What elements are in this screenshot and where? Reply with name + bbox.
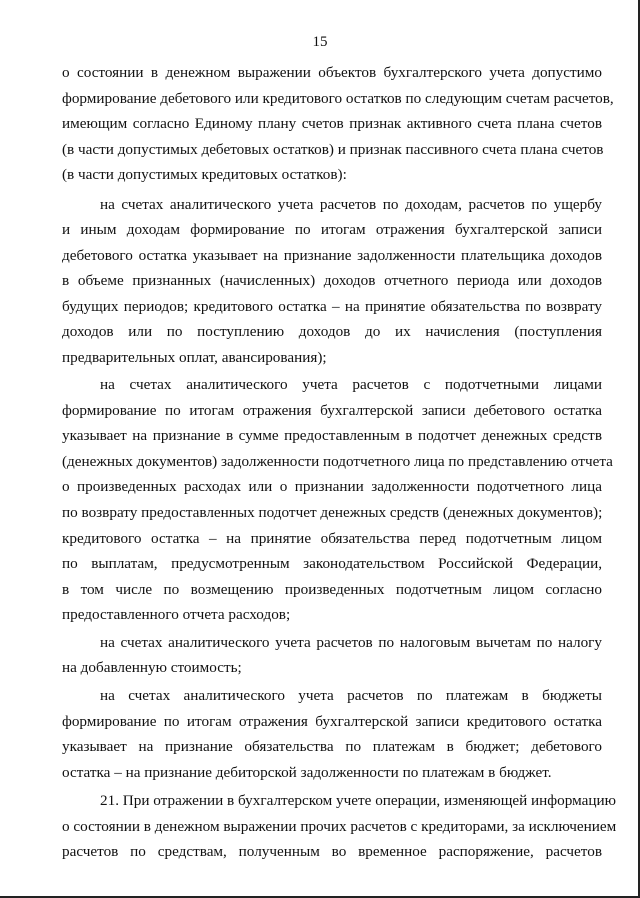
text-line: по возврату предоставленных подотчет денежных средств (денежных документов); <box>62 504 603 521</box>
text-line: о состоянии в денежном выражении прочих расчетов с кредиторами, за исключением <box>62 818 617 835</box>
text-line: формирование по итогам отражения бухгалтерской записи кредитового остатка <box>62 713 602 730</box>
text-line: в том числе по возмещению произведенных подотчетным лицом согласно <box>62 581 602 598</box>
text-line: указывает на признание в сумме предоставленным в подотчет денежных средств <box>62 427 602 444</box>
text-line: кредитового остатка – на принятие обязательства перед подотчетным лицом <box>62 530 602 547</box>
text-line: дебетового остатка указывает на признание задолженности плательщика доходов <box>62 247 602 264</box>
text-line: доходов или по поступлению доходов до их начисления (поступления <box>62 323 602 340</box>
text-line: расчетов по средствам, полученным во временное распоряжение, расчетов <box>62 843 602 860</box>
text-line: имеющим согласно Единому плану счетов признак активного счета плана счетов <box>62 115 602 132</box>
text-line: на счетах аналитического учета расчетов по платежам в бюджеты <box>100 687 602 704</box>
text-line: на счетах аналитического учета расчетов по доходам, расчетов по ущербу <box>100 196 602 213</box>
text-line: о произведенных расходах или о признании задолженности подотчетного лица <box>62 478 602 495</box>
text-line: в объеме признанных (начисленных) доходов отчетного периода или доходов <box>62 272 602 289</box>
text-line: на добавленную стоимость; <box>62 659 242 676</box>
text-line: формирование дебетового или кредитового остатков по следующим счетам расчетов, <box>62 90 614 107</box>
text-line: на счетах аналитического учета расчетов с подотчетными лицами <box>100 376 602 393</box>
text-line: на счетах аналитического учета расчетов по налоговым вычетам по налогу <box>100 634 602 651</box>
text-line: формирование по итогам отражения бухгалтерской записи дебетового остатка <box>62 402 602 419</box>
text-line: предварительных оплат, авансирования); <box>62 349 327 366</box>
text-line: и иным доходам формирование по итогам отражения бухгалтерской записи <box>62 221 602 238</box>
text-line: о состоянии в денежном выражении объектов бухгалтерского учета допустимо <box>62 64 602 81</box>
text-line: 21. При отражении в бухгалтерском учете операции, изменяющей информацию <box>100 792 616 809</box>
text-line: (в части допустимых дебетовых остатков) и признак пассивного счета плана счетов <box>62 141 604 158</box>
text-line: (денежных документов) задолженности подотчетного лица по представлению отчета <box>62 453 613 470</box>
text-line: остатка – на признание дебиторской задолженности по платежам в бюджет. <box>62 764 552 781</box>
text-line: указывает на признание обязательства по платежам в бюджет; дебетового <box>62 738 602 755</box>
text-line: по выплатам, предусмотренным законодательством Российской Федерации, <box>62 555 602 572</box>
text-line: предоставленного отчета расходов; <box>62 606 291 623</box>
text-line: будущих периодов; кредитового остатка – на принятие обязательства по возврату <box>62 298 602 315</box>
page-number: 15 <box>312 34 328 50</box>
text-line: (в части допустимых кредитовых остатков): <box>62 166 347 183</box>
